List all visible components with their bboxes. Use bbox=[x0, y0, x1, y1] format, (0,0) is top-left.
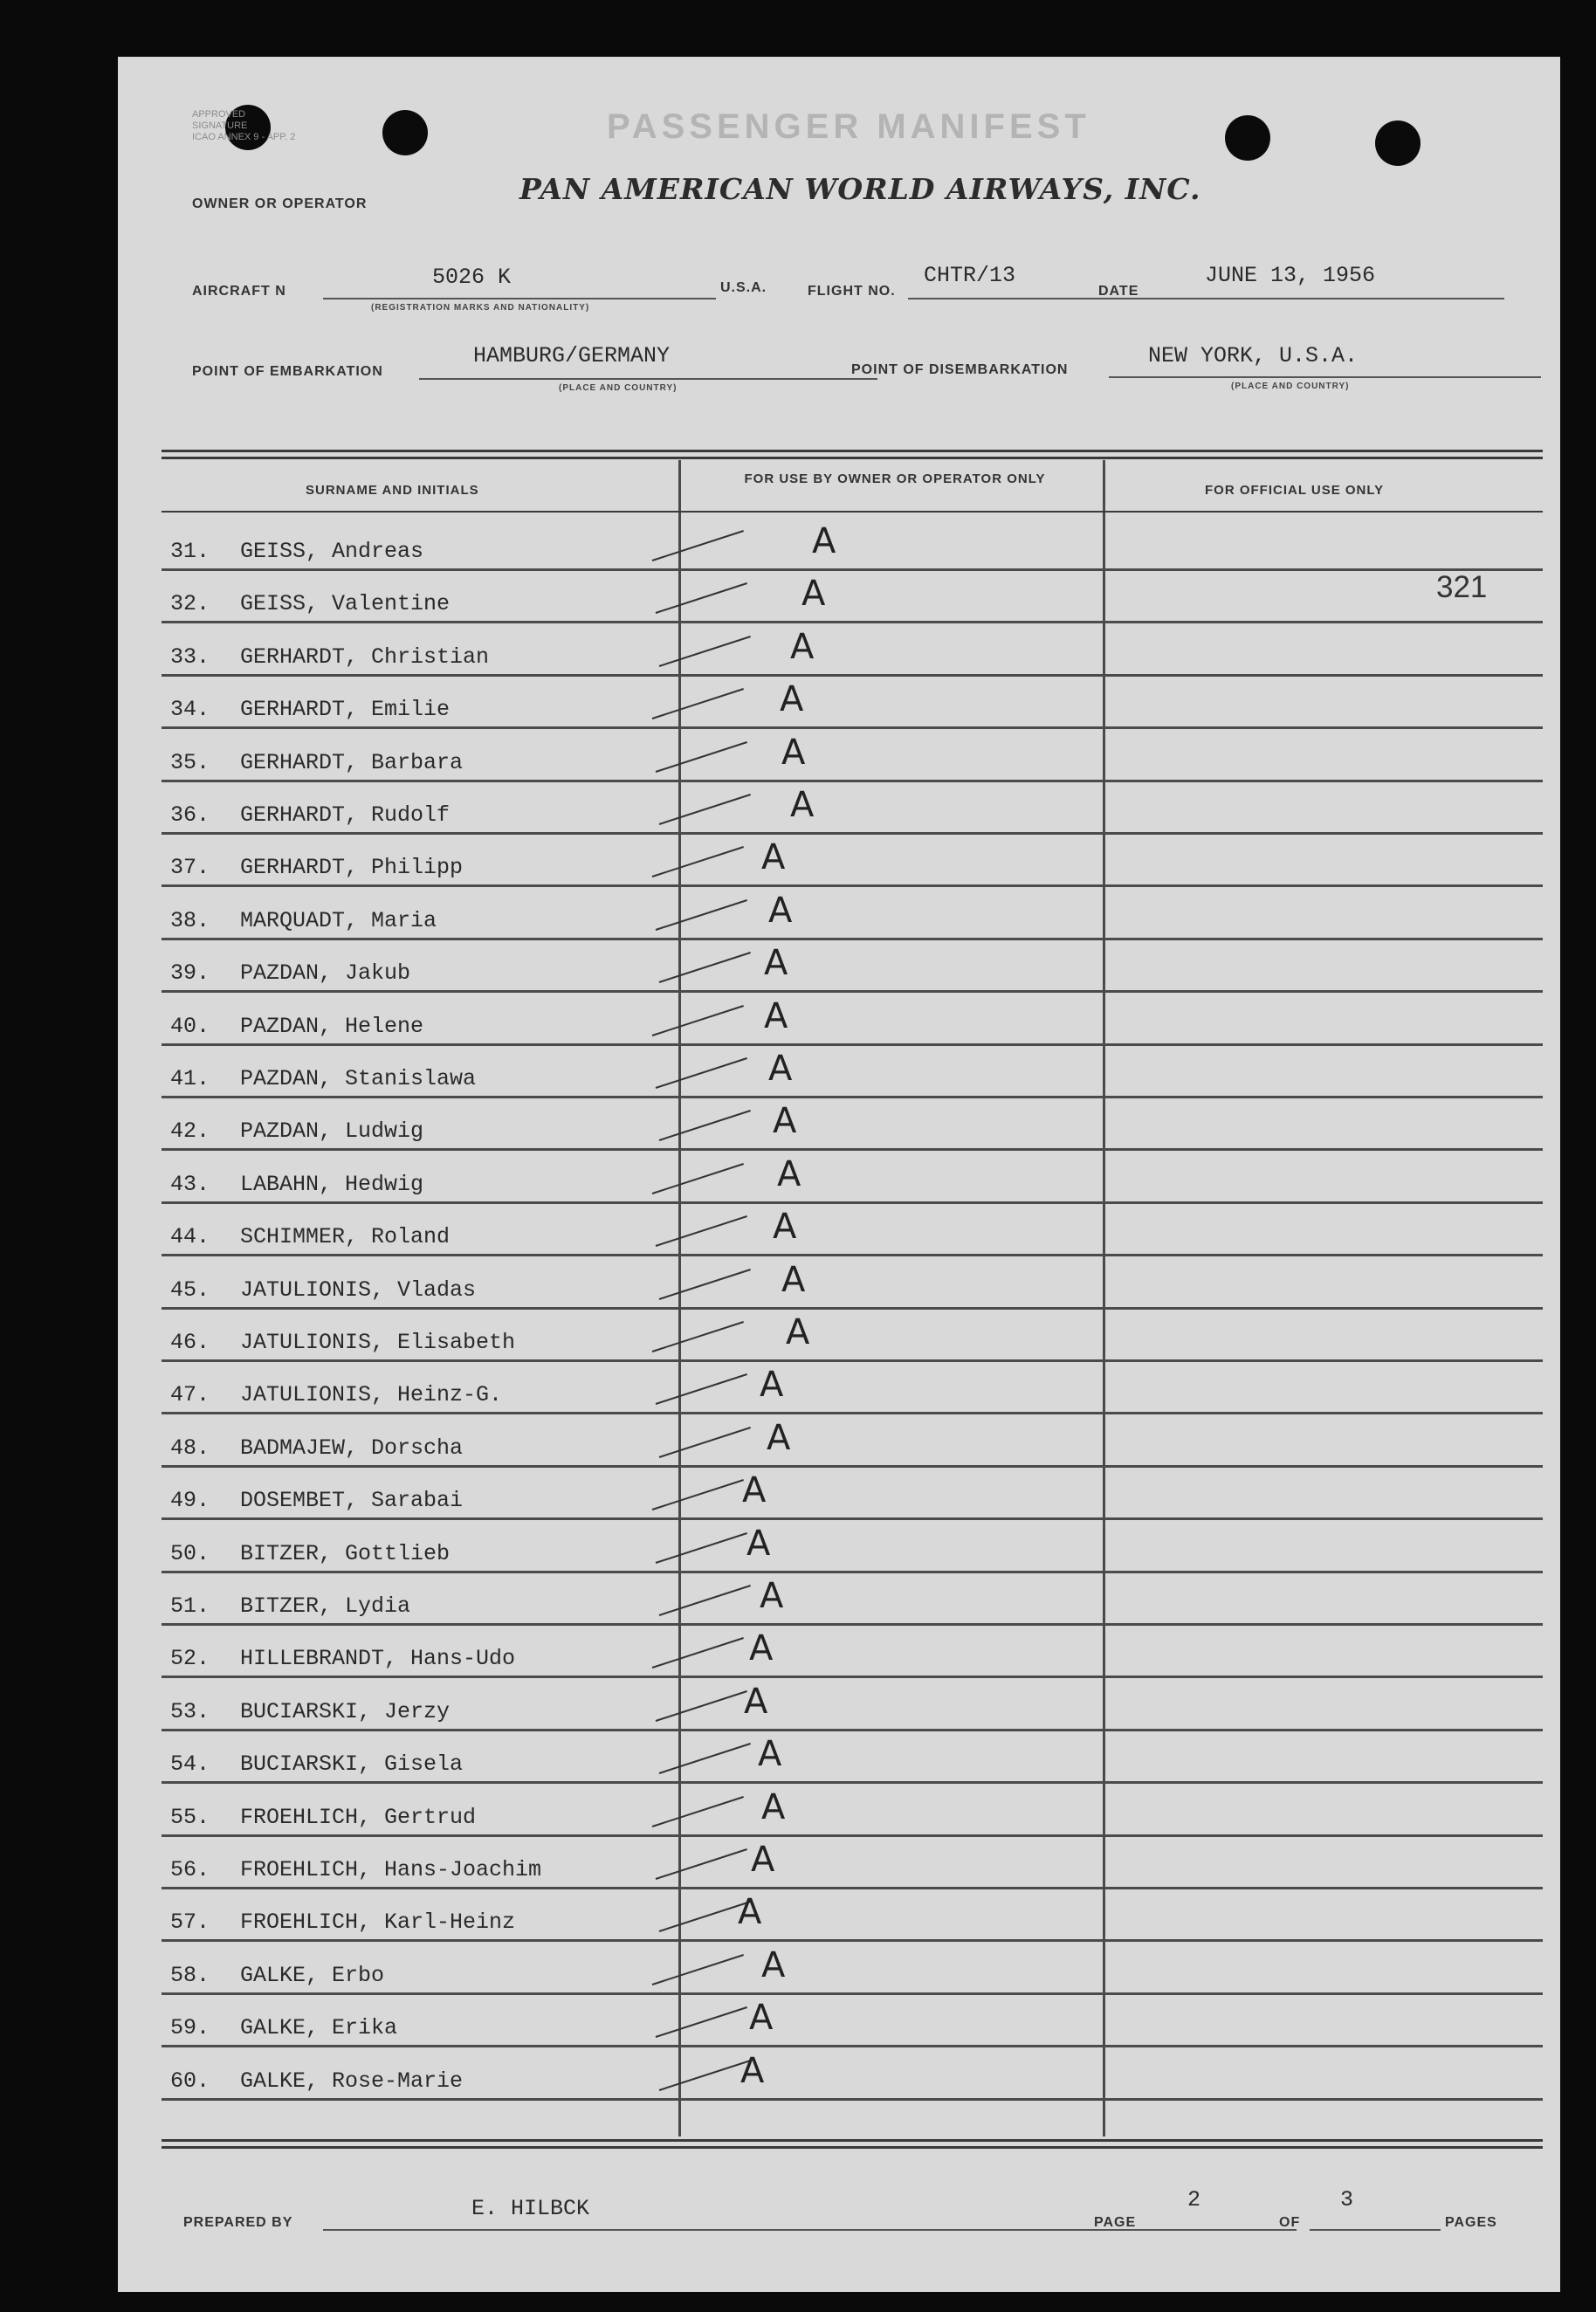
check-mark bbox=[659, 794, 751, 825]
check-mark bbox=[656, 1215, 747, 1247]
passenger-entry bbox=[170, 1963, 384, 1988]
handwritten-mark: A bbox=[742, 1470, 767, 1511]
passenger-entry bbox=[170, 802, 450, 828]
column-divider bbox=[678, 460, 681, 2137]
handwritten-mark: A bbox=[773, 1101, 797, 1142]
disembark-sublabel: (PLACE AND COUNTRY) bbox=[1231, 382, 1350, 391]
passenger-number: 55. bbox=[170, 1804, 210, 1830]
passenger-number: 48. bbox=[170, 1435, 210, 1461]
handwritten-mark: A bbox=[761, 1944, 786, 1985]
punch-hole bbox=[1225, 115, 1270, 161]
page-label: PAGE bbox=[1094, 2215, 1137, 2230]
passenger-name: GALKE, Rose-Marie bbox=[240, 2068, 464, 2094]
passenger-name: GEISS, Valentine bbox=[240, 591, 451, 617]
passenger-entry bbox=[170, 750, 463, 775]
check-mark bbox=[659, 636, 751, 667]
punch-hole bbox=[1375, 120, 1421, 166]
passenger-name: GALKE, Erika bbox=[240, 2015, 398, 2041]
handwritten-mark: A bbox=[801, 574, 826, 615]
row-rule bbox=[162, 1201, 1543, 1204]
passenger-number: 36. bbox=[170, 802, 210, 828]
passenger-name: HILLEBRANDT, Hans-Udo bbox=[240, 1646, 516, 1672]
check-mark bbox=[652, 1321, 744, 1352]
row-rule bbox=[162, 2098, 1543, 2101]
row-rule bbox=[162, 1781, 1543, 1784]
passenger-entry bbox=[170, 1909, 515, 1935]
check-mark bbox=[656, 1532, 747, 1564]
handwritten-mark: A bbox=[767, 1417, 791, 1458]
disembark-value: NEW YORK, U.S.A. bbox=[1148, 343, 1359, 368]
handwritten-mark: A bbox=[764, 943, 788, 984]
passenger-number: 40. bbox=[170, 1013, 210, 1039]
column-header-owner: FOR USE BY OWNER OR OPERATOR ONLY bbox=[744, 471, 1046, 486]
column-divider bbox=[1103, 460, 1105, 2137]
passenger-number: 50. bbox=[170, 1540, 210, 1566]
passenger-number: 53. bbox=[170, 1698, 210, 1724]
passenger-entry bbox=[170, 1488, 463, 1513]
table-bottom-rule bbox=[162, 2139, 1543, 2142]
passenger-entry bbox=[170, 539, 423, 564]
row-rule bbox=[162, 938, 1543, 940]
row-rule bbox=[162, 884, 1543, 887]
handwritten-mark: A bbox=[749, 1628, 774, 1669]
passenger-name: BITZER, Gottlieb bbox=[240, 1540, 451, 1566]
handwritten-mark: A bbox=[773, 1207, 797, 1248]
check-mark bbox=[659, 952, 751, 983]
passenger-entry bbox=[170, 1277, 476, 1303]
pages-label: PAGES bbox=[1445, 2215, 1497, 2230]
passenger-number: 59. bbox=[170, 2015, 210, 2041]
embark-label: POINT OF EMBARKATION bbox=[192, 364, 383, 379]
passenger-entry bbox=[170, 1541, 450, 1566]
passenger-name: GEISS, Andreas bbox=[240, 539, 424, 564]
passenger-entry bbox=[170, 1382, 502, 1407]
passenger-name: BUCIARSKI, Jerzy bbox=[240, 1698, 451, 1724]
row-rule bbox=[162, 1992, 1543, 1995]
check-mark bbox=[652, 1637, 744, 1669]
row-rule bbox=[162, 1834, 1543, 1837]
passenger-name: GERHARDT, Philipp bbox=[240, 855, 464, 881]
passenger-entry bbox=[170, 1699, 450, 1724]
check-mark bbox=[652, 1479, 744, 1510]
row-rule bbox=[162, 1729, 1543, 1731]
row-rule bbox=[162, 1307, 1543, 1310]
check-mark bbox=[652, 1005, 744, 1036]
country-label: U.S.A. bbox=[720, 280, 767, 295]
row-rule bbox=[162, 1517, 1543, 1520]
passenger-number: 38. bbox=[170, 907, 210, 933]
check-mark bbox=[652, 530, 744, 561]
punch-hole bbox=[382, 110, 428, 155]
check-mark bbox=[656, 899, 747, 931]
column-header-names: SURNAME AND INITIALS bbox=[306, 483, 479, 498]
passenger-number: 57. bbox=[170, 1909, 210, 1936]
check-mark bbox=[652, 688, 744, 719]
handwritten-mark: A bbox=[764, 995, 788, 1036]
check-mark bbox=[656, 2006, 747, 2038]
handwritten-mark: A bbox=[768, 1049, 793, 1089]
passenger-number: 33. bbox=[170, 643, 210, 670]
column-header-official: FOR OFFICIAL USE ONLY bbox=[1205, 483, 1385, 498]
handwritten-mark: A bbox=[758, 1734, 782, 1775]
table-bottom-rule bbox=[162, 2146, 1543, 2149]
check-mark bbox=[659, 1427, 751, 1458]
manifest-sheet bbox=[118, 57, 1560, 2292]
row-rule bbox=[162, 1043, 1543, 1046]
passenger-name: BUCIARSKI, Gisela bbox=[240, 1751, 464, 1778]
row-rule bbox=[162, 832, 1543, 835]
passenger-name: DOSEMBET, Sarabai bbox=[240, 1488, 464, 1514]
handwritten-mark: A bbox=[738, 1892, 762, 1933]
check-mark bbox=[656, 1057, 747, 1089]
passenger-name: PAZDAN, Ludwig bbox=[240, 1118, 424, 1145]
passenger-number: 37. bbox=[170, 855, 210, 881]
handwritten-mark: A bbox=[781, 732, 806, 773]
passenger-entry bbox=[170, 697, 450, 722]
aircraft-sublabel: (REGISTRATION MARKS AND NATIONALITY) bbox=[371, 303, 590, 313]
passenger-number: 41. bbox=[170, 1066, 210, 1091]
row-rule bbox=[162, 1096, 1543, 1098]
passenger-name: BITZER, Lydia bbox=[240, 1593, 411, 1619]
check-mark bbox=[652, 1954, 744, 1985]
passenger-entry bbox=[170, 1857, 541, 1882]
of-label: OF bbox=[1279, 2215, 1301, 2230]
passenger-name: PAZDAN, Jakub bbox=[240, 960, 411, 987]
row-rule bbox=[162, 780, 1543, 782]
row-rule bbox=[162, 674, 1543, 677]
passenger-number: 46. bbox=[170, 1330, 210, 1355]
table-top-rule bbox=[162, 457, 1543, 459]
passenger-name: GERHARDT, Emilie bbox=[240, 697, 451, 723]
row-rule bbox=[162, 1623, 1543, 1626]
passenger-name: FROEHLICH, Gertrud bbox=[240, 1804, 477, 1830]
passenger-number: 52. bbox=[170, 1646, 210, 1672]
passenger-name: JATULIONIS, Heinz-G. bbox=[240, 1382, 503, 1408]
row-rule bbox=[162, 1359, 1543, 1362]
passenger-number: 49. bbox=[170, 1488, 210, 1514]
check-mark bbox=[659, 1269, 751, 1300]
passenger-entry bbox=[170, 591, 450, 616]
passenger-name: GERHARDT, Barbara bbox=[240, 749, 464, 775]
passenger-number: 31. bbox=[170, 539, 210, 564]
handwritten-mark: A bbox=[744, 1681, 768, 1722]
handwritten-mark: A bbox=[768, 890, 793, 931]
passenger-number: 34. bbox=[170, 697, 210, 723]
prepared-label: PREPARED BY bbox=[183, 2215, 293, 2230]
handwritten-mark: A bbox=[780, 679, 804, 720]
handwritten-mark: A bbox=[777, 1153, 801, 1194]
passenger-entry bbox=[170, 1751, 463, 1777]
row-rule bbox=[162, 1412, 1543, 1414]
table-top-rule bbox=[162, 450, 1543, 452]
passenger-entry bbox=[170, 855, 463, 880]
passenger-entry bbox=[170, 1435, 463, 1461]
handwritten-mark: A bbox=[746, 1523, 771, 1564]
passenger-number: 35. bbox=[170, 749, 210, 775]
handwritten-mark: A bbox=[760, 1365, 784, 1406]
embark-sublabel: (PLACE AND COUNTRY) bbox=[559, 383, 678, 393]
passenger-number: 45. bbox=[170, 1276, 210, 1303]
passenger-name: JATULIONIS, Vladas bbox=[240, 1276, 477, 1303]
handwritten-mark: A bbox=[812, 521, 836, 561]
check-mark bbox=[659, 2060, 751, 2091]
row-rule bbox=[162, 568, 1543, 571]
handwritten-mark: A bbox=[786, 1312, 810, 1352]
passenger-name: GALKE, Erbo bbox=[240, 1962, 385, 1988]
handwritten-mark: A bbox=[749, 1998, 774, 2039]
passenger-name: PAZDAN, Stanislawa bbox=[240, 1066, 477, 1091]
passenger-name: JATULIONIS, Elisabeth bbox=[240, 1330, 516, 1355]
passenger-number: 42. bbox=[170, 1118, 210, 1145]
passenger-name: SCHIMMER, Roland bbox=[240, 1224, 451, 1250]
row-rule bbox=[162, 726, 1543, 729]
passenger-number: 60. bbox=[170, 2068, 210, 2094]
page-total: 3 bbox=[1340, 2187, 1354, 2212]
passenger-entry bbox=[170, 1066, 476, 1091]
row-rule bbox=[162, 1676, 1543, 1678]
check-mark bbox=[659, 1585, 751, 1616]
passenger-name: BADMAJEW, Dorscha bbox=[240, 1435, 464, 1461]
passenger-number: 44. bbox=[170, 1224, 210, 1250]
row-rule bbox=[162, 1887, 1543, 1889]
owner-label: OWNER OR OPERATOR bbox=[192, 196, 368, 211]
handwritten-mark: A bbox=[790, 785, 815, 825]
passenger-entry bbox=[170, 644, 489, 670]
passenger-entry bbox=[170, 2068, 463, 2094]
check-mark bbox=[656, 1848, 747, 1880]
passenger-number: 47. bbox=[170, 1382, 210, 1408]
handwritten-mark: A bbox=[761, 1786, 786, 1827]
passenger-name: LABAHN, Hedwig bbox=[240, 1171, 424, 1197]
passenger-name: FROEHLICH, Karl-Heinz bbox=[240, 1909, 516, 1936]
check-mark bbox=[656, 1373, 747, 1405]
row-rule bbox=[162, 1254, 1543, 1256]
handwritten-mark: A bbox=[760, 1576, 784, 1616]
passenger-name: GERHARDT, Christian bbox=[240, 643, 490, 670]
check-mark bbox=[656, 582, 747, 614]
prepared-by: E. HILBCK bbox=[471, 2196, 590, 2221]
passenger-number: 56. bbox=[170, 1857, 210, 1882]
passenger-entry bbox=[170, 1330, 515, 1355]
flight-label: FLIGHT NO. bbox=[808, 284, 896, 299]
aircraft-number: 5026 K bbox=[432, 265, 512, 290]
row-rule bbox=[162, 1571, 1543, 1573]
passenger-number: 39. bbox=[170, 960, 210, 987]
aircraft-label: AIRCRAFT N bbox=[192, 284, 286, 299]
passenger-number: 43. bbox=[170, 1171, 210, 1197]
passenger-entry bbox=[170, 2015, 397, 2040]
passenger-name: PAZDAN, Helene bbox=[240, 1013, 424, 1039]
passenger-number: 51. bbox=[170, 1593, 210, 1619]
row-rule bbox=[162, 990, 1543, 993]
page-number: 2 bbox=[1187, 2187, 1201, 2212]
flight-date: JUNE 13, 1956 bbox=[1205, 263, 1376, 288]
handwritten-mark: A bbox=[740, 2050, 765, 2091]
passenger-entry bbox=[170, 1014, 423, 1039]
disembark-label: POINT OF DISEMBARKATION bbox=[851, 362, 1069, 377]
passenger-name: GERHARDT, Rudolf bbox=[240, 802, 451, 828]
embark-value: HAMBURG/GERMANY bbox=[473, 343, 671, 368]
passenger-entry bbox=[170, 908, 437, 933]
flight-number: CHTR/13 bbox=[924, 263, 1016, 288]
handwritten-mark: A bbox=[790, 626, 815, 667]
row-rule bbox=[162, 1148, 1543, 1151]
passenger-number: 58. bbox=[170, 1962, 210, 1988]
handwritten-mark: A bbox=[751, 1840, 775, 1880]
check-mark bbox=[656, 1690, 747, 1722]
check-mark bbox=[656, 741, 747, 773]
handwritten-mark: A bbox=[761, 837, 786, 878]
passenger-entry bbox=[170, 1593, 410, 1619]
check-mark bbox=[659, 1743, 751, 1774]
passenger-number: 32. bbox=[170, 591, 210, 617]
passenger-entry bbox=[170, 1805, 476, 1830]
date-label: DATE bbox=[1098, 284, 1139, 299]
airline-name: PAN AMERICAN WORLD AIRWAYS, INC. bbox=[519, 172, 1201, 206]
check-mark bbox=[659, 1110, 751, 1141]
check-mark bbox=[652, 846, 744, 877]
passenger-number: 54. bbox=[170, 1751, 210, 1778]
passenger-entry bbox=[170, 1118, 423, 1144]
row-rule bbox=[162, 1939, 1543, 1942]
check-mark bbox=[652, 1163, 744, 1194]
row-rule bbox=[162, 2045, 1543, 2047]
official-note: 321 bbox=[1436, 570, 1488, 604]
passenger-entry bbox=[170, 1224, 450, 1249]
passenger-name: FROEHLICH, Hans-Joachim bbox=[240, 1857, 542, 1882]
passenger-entry bbox=[170, 1646, 515, 1671]
passenger-entry bbox=[170, 1172, 423, 1197]
handwritten-mark: A bbox=[781, 1259, 806, 1300]
passenger-entry bbox=[170, 960, 410, 986]
form-title: PASSENGER MANIFEST bbox=[607, 107, 1090, 146]
check-mark bbox=[652, 1796, 744, 1827]
row-rule bbox=[162, 621, 1543, 623]
passenger-name: MARQUADT, Maria bbox=[240, 907, 437, 933]
approval-note: APPROVED SIGNATURE ICAO ANNEX 9 - APP. 2 bbox=[192, 109, 296, 142]
row-rule bbox=[162, 1465, 1543, 1468]
